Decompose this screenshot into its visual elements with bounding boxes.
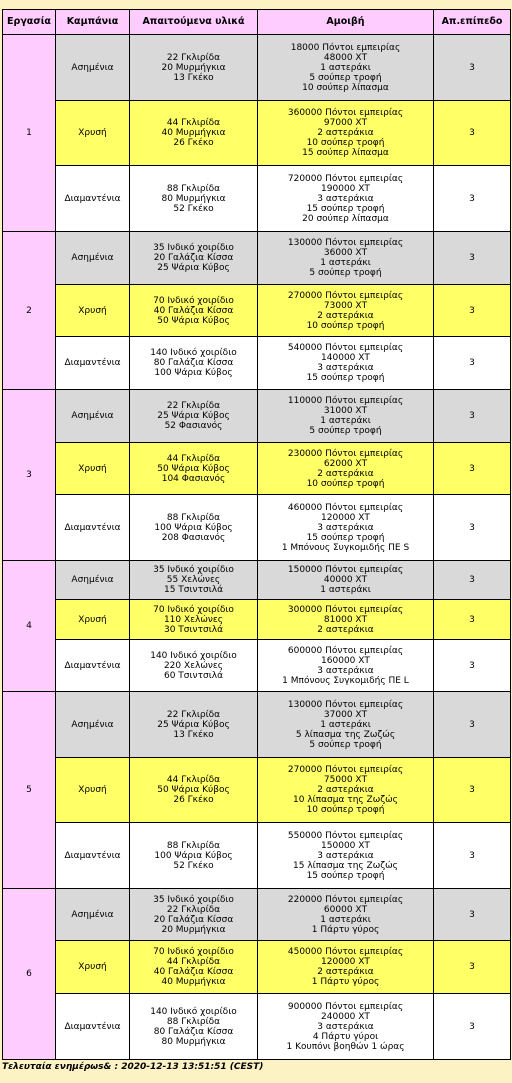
reward-line: 2 αστεράκια (317, 310, 374, 321)
reward-line: 1 Μπόνους Συγκομιδής ΠΕ S (281, 542, 410, 553)
campaign-cell: Ασημένια (56, 232, 130, 285)
material-line: 44 Γκλιρίδα (166, 957, 221, 967)
material-line: 80 Γαλάζια Κίσσα (153, 1026, 234, 1037)
material-line: 44 Γκλιρίδα (166, 775, 221, 785)
material-line: 52 Γκέκο (173, 203, 214, 214)
reward-line: 130000 Πόντοι εμπειρίας (287, 238, 404, 248)
material-line: 70 Ινδικό χοιρίδιο (153, 604, 234, 615)
material-line: 80 Μυρμήγκια (161, 1036, 226, 1047)
material-line: 22 Γκλιρίδα (166, 904, 221, 915)
materials-cell (130, 889, 258, 941)
materials-cell (130, 600, 258, 640)
header-campaign: Καμπάνια (56, 10, 130, 35)
required-level-cell: 3 (434, 561, 511, 600)
material-line: 80 Μυρμήγκια (161, 193, 226, 204)
material-line: 25 Ψάρια Κύβος (157, 263, 230, 273)
material-line: 15 Τσιντσιλά (163, 585, 223, 595)
material-line: 35 Ινδικό χοιρίδιο (153, 243, 234, 253)
required-level-cell: 3 (434, 390, 511, 443)
reward-line: 550000 Πόντοι εμπειρίας (287, 830, 404, 841)
reward-line: 31000 ΧΤ (323, 406, 368, 416)
material-line: 60 Τσιντσιλά (163, 670, 223, 681)
material-line: 22 Γκλιρίδα (166, 52, 221, 63)
campaign-cell: Διαμαντένια (56, 994, 130, 1060)
reward-line: 120000 ΧΤ (321, 512, 370, 523)
table-header-row (3, 10, 511, 35)
table-row (3, 101, 511, 166)
task-number-cell: 1 (3, 35, 56, 232)
material-line: 40 Γαλάζια Κίσσα (153, 305, 234, 316)
task-number-cell: 5 (3, 692, 56, 889)
required-level-cell: 3 (434, 994, 511, 1060)
table-row (3, 692, 511, 758)
material-line: 88 Γκλιρίδα (166, 1016, 221, 1027)
material-line: 50 Ψάρια Κύβος (157, 463, 230, 474)
required-level-cell: 3 (434, 166, 511, 232)
reward-line: 2 αστεράκια (317, 624, 374, 635)
table-row (3, 443, 511, 495)
reward-line: 5 λίπασμα της Ζωζώς (295, 729, 396, 740)
reward-line: 10 σούπερ τροφή (306, 138, 385, 148)
reward-line: 2 αστεράκια (317, 967, 374, 977)
material-line: 20 Μυρμήγκια (161, 924, 226, 935)
header-materials: Απαιτούμενα υλικά (130, 10, 258, 35)
material-line: 26 Γκέκο (173, 138, 214, 148)
reward-line: 60000 ΧΤ (323, 904, 368, 915)
reward-line: 900000 Πόντοι εμπειρίας (287, 1001, 404, 1012)
reward-line: 15 σούπερ τροφή (306, 203, 385, 214)
material-line: 13 Γκέκο (173, 729, 214, 740)
tasks-table-wrapper (2, 9, 510, 1060)
task-number-cell: 4 (3, 561, 56, 692)
material-line: 44 Γκλιρίδα (166, 118, 221, 128)
reward-line: 15 σούπερ τροφή (306, 870, 385, 881)
reward-line: 300000 Πόντοι εμπειρίας (287, 604, 404, 615)
task-number-cell: 6 (3, 889, 56, 1060)
table-row (3, 600, 511, 640)
material-line: 20 Γαλάζια Κίσσα (153, 253, 234, 263)
campaign-cell: Ασημένια (56, 390, 130, 443)
campaign-cell: Χρυσή (56, 941, 130, 994)
material-line: 104 Φασιανός (161, 473, 226, 484)
material-line: 110 Χελώνες (163, 614, 224, 625)
tasks-table (2, 9, 511, 1060)
reward-line: 5 σούπερ τροφή (309, 268, 382, 278)
reward-line: 1 Κουπόνι βοηθών 1 ώρας (286, 1041, 405, 1052)
reward-line: 1 αστεράκι (320, 416, 371, 426)
materials-cell (130, 758, 258, 823)
material-line: 35 Ινδικό χοιρίδιο (153, 894, 234, 905)
material-line: 25 Ψάρια Κύβος (157, 411, 230, 421)
table-row (3, 994, 511, 1060)
table-body (3, 35, 511, 1060)
reward-line: 1 αστεράκι (320, 258, 371, 268)
materials-cell (130, 994, 258, 1060)
table-row (3, 758, 511, 823)
material-line: 100 Ψάρια Κύβος (154, 368, 233, 378)
materials-cell (130, 101, 258, 166)
materials-cell (130, 495, 258, 561)
reward-line: 75000 ΧΤ (323, 775, 368, 785)
reward-line: 120000 ΧΤ (321, 957, 370, 967)
material-line: 55 Χελώνες (166, 575, 221, 585)
campaign-cell: Ασημένια (56, 692, 130, 758)
material-line: 52 Γκέκο (173, 860, 214, 871)
material-line: 30 Τσιντσιλά (163, 624, 223, 635)
reward-line: 40000 ΧΤ (323, 575, 368, 585)
material-line: 50 Ψάρια Κύβος (157, 315, 230, 326)
header-reward: Αμοιβή (258, 10, 434, 35)
required-level-cell: 3 (434, 941, 511, 994)
reward-cell (258, 889, 434, 941)
campaign-cell: Διαμαντένια (56, 495, 130, 561)
required-level-cell: 3 (434, 285, 511, 337)
campaign-cell: Χρυσή (56, 600, 130, 640)
reward-cell (258, 994, 434, 1060)
material-line: 25 Ψάρια Κύβος (157, 719, 230, 730)
reward-line: 3 αστεράκια (317, 193, 374, 204)
reward-line: 540000 Πόντοι εμπειρίας (287, 343, 404, 353)
reward-line: 2 αστεράκια (317, 128, 374, 138)
material-line: 220 Χελώνες (163, 660, 224, 671)
reward-line: 1 αστεράκι (320, 62, 371, 73)
material-line: 70 Ινδικό χοιρίδιο (153, 295, 234, 306)
reward-cell (258, 443, 434, 495)
campaign-cell: Χρυσή (56, 758, 130, 823)
material-line: 100 Ψάρια Κύβος (154, 522, 233, 533)
reward-line: 140000 ΧΤ (321, 353, 370, 363)
material-line: 140 Ινδικό χοιρίδιο (150, 1006, 237, 1017)
reward-line: 10 σούπερ λίπασμα (302, 82, 389, 93)
reward-line: 1 αστεράκι (320, 914, 371, 925)
reward-line: 2 αστεράκια (317, 468, 374, 479)
required-level-cell: 3 (434, 823, 511, 889)
reward-line: 36000 ΧΤ (323, 248, 368, 258)
reward-cell (258, 758, 434, 823)
required-level-cell: 3 (434, 443, 511, 495)
material-line: 35 Ινδικό χοιρίδιο (153, 565, 234, 575)
material-line: 50 Ψάρια Κύβος (157, 785, 230, 795)
last-update-footer: Τελευταία ενημέρωs& : 2020-12-13 13:51:51 (CEST) (2, 1062, 264, 1072)
table-row (3, 495, 511, 561)
material-line: 13 Γκέκο (173, 72, 214, 83)
materials-cell (130, 561, 258, 600)
campaign-cell: Ασημένια (56, 35, 130, 101)
reward-line: 15 σούπερ λίπασμα (302, 148, 389, 158)
reward-line: 4 Πάρτυ γύροι (312, 1031, 379, 1042)
materials-cell (130, 166, 258, 232)
reward-line: 73000 ΧΤ (323, 300, 368, 311)
material-line: 88 Γκλιρίδα (166, 183, 221, 194)
table-row (3, 166, 511, 232)
required-level-cell: 3 (434, 889, 511, 941)
required-level-cell: 3 (434, 758, 511, 823)
reward-line: 1 αστεράκι (320, 719, 371, 730)
reward-line: 3 αστεράκια (317, 522, 374, 533)
required-level-cell: 3 (434, 640, 511, 692)
reward-cell (258, 285, 434, 337)
reward-line: 3 αστεράκια (317, 850, 374, 861)
reward-cell (258, 35, 434, 101)
reward-line: 720000 Πόντοι εμπειρίας (287, 173, 404, 184)
reward-line: 1 Πάρτυ γύρος (311, 924, 380, 935)
material-line: 100 Ψάρια Κύβος (154, 850, 233, 861)
reward-cell (258, 561, 434, 600)
reward-line: 18000 Πόντοι εμπειρίας (290, 42, 401, 53)
reward-line: 10 σούπερ τροφή (306, 320, 385, 331)
reward-line: 10 σούπερ τροφή (306, 478, 385, 489)
material-line: 88 Γκλιρίδα (166, 840, 221, 851)
material-line: 40 Μυρμήγκια (161, 128, 226, 138)
material-line: 40 Γαλάζια Κίσσα (153, 967, 234, 977)
material-line: 26 Γκέκο (173, 795, 214, 805)
campaign-cell: Χρυσή (56, 101, 130, 166)
reward-line: 2 αστεράκια (317, 785, 374, 795)
reward-cell (258, 337, 434, 390)
reward-cell (258, 390, 434, 443)
reward-line: 190000 ΧΤ (321, 183, 370, 194)
required-level-cell: 3 (434, 35, 511, 101)
table-row (3, 285, 511, 337)
materials-cell (130, 443, 258, 495)
material-line: 44 Γκλιρίδα (166, 453, 221, 464)
reward-cell (258, 232, 434, 285)
reward-line: 15 σούπερ τροφή (306, 373, 385, 383)
materials-cell (130, 640, 258, 692)
reward-cell (258, 101, 434, 166)
material-line: 20 Μυρμήγκια (161, 62, 226, 73)
reward-line: 5 σούπερ τροφή (309, 72, 382, 83)
reward-cell (258, 640, 434, 692)
task-number-cell: 2 (3, 232, 56, 390)
material-line: 20 Γαλάζια Κίσσα (153, 914, 234, 925)
reward-line: 5 σούπερ τροφή (309, 426, 382, 436)
required-level-cell: 3 (434, 232, 511, 285)
table-row (3, 640, 511, 692)
required-level-cell: 3 (434, 692, 511, 758)
reward-cell (258, 823, 434, 889)
materials-cell (130, 692, 258, 758)
materials-cell (130, 337, 258, 390)
material-line: 22 Γκλιρίδα (166, 709, 221, 720)
reward-line: 110000 Πόντοι εμπειρίας (287, 396, 404, 406)
materials-cell (130, 35, 258, 101)
reward-line: 160000 ΧΤ (321, 655, 370, 666)
campaign-cell: Χρυσή (56, 285, 130, 337)
campaign-cell: Διαμαντένια (56, 166, 130, 232)
materials-cell (130, 390, 258, 443)
header-level: Απ.επίπεδο (434, 10, 511, 35)
reward-line: 10 σούπερ τροφή (306, 805, 385, 815)
reward-line: 220000 Πόντοι εμπειρίας (287, 894, 404, 905)
reward-cell (258, 600, 434, 640)
campaign-cell: Διαμαντένια (56, 640, 130, 692)
materials-cell (130, 823, 258, 889)
table-row (3, 232, 511, 285)
campaign-cell: Ασημένια (56, 889, 130, 941)
reward-line: 230000 Πόντοι εμπειρίας (287, 448, 404, 459)
reward-line: 62000 ΧΤ (323, 458, 368, 469)
table-row (3, 941, 511, 994)
reward-line: 37000 ΧΤ (323, 709, 368, 720)
materials-cell (130, 285, 258, 337)
material-line: 140 Ινδικό χοιρίδιο (150, 650, 237, 661)
reward-cell (258, 495, 434, 561)
reward-cell (258, 166, 434, 232)
reward-line: 97000 ΧΤ (323, 118, 368, 128)
task-number-cell: 3 (3, 390, 56, 561)
required-level-cell: 3 (434, 101, 511, 166)
reward-line: 3 αστεράκια (317, 665, 374, 676)
reward-line: 48000 ΧΤ (323, 52, 368, 63)
reward-line: 270000 Πόντοι εμπειρίας (287, 765, 404, 775)
reward-line: 240000 ΧΤ (321, 1011, 370, 1022)
required-level-cell: 3 (434, 495, 511, 561)
table-row (3, 823, 511, 889)
material-line: 70 Ινδικό χοιρίδιο (153, 947, 234, 957)
table-row (3, 337, 511, 390)
required-level-cell: 3 (434, 337, 511, 390)
reward-line: 3 αστεράκια (317, 363, 374, 373)
reward-line: 130000 Πόντοι εμπειρίας (287, 699, 404, 710)
campaign-cell: Ασημένια (56, 561, 130, 600)
campaign-cell: Διαμαντένια (56, 337, 130, 390)
campaign-cell: Διαμαντένια (56, 823, 130, 889)
reward-line: 150000 ΧΤ (321, 840, 370, 851)
material-line: 22 Γκλιρίδα (166, 401, 221, 411)
reward-line: 450000 Πόντοι εμπειρίας (287, 947, 404, 957)
materials-cell (130, 941, 258, 994)
reward-line: 460000 Πόντοι εμπειρίας (287, 502, 404, 513)
reward-line: 150000 Πόντοι εμπειρίας (287, 565, 404, 575)
reward-line: 360000 Πόντοι εμπειρίας (287, 108, 404, 118)
reward-line: 81000 ΧΤ (323, 614, 368, 625)
reward-line: 20 σούπερ λίπασμα (302, 213, 389, 224)
reward-line: 10 λίπασμα της Ζωζώς (293, 795, 398, 805)
header-task: Εργασία (3, 10, 56, 35)
material-line: 80 Γαλάζια Κίσσα (153, 358, 234, 368)
campaign-cell: Χρυσή (56, 443, 130, 495)
table-row (3, 390, 511, 443)
material-line: 40 Μυρμήγκια (161, 977, 226, 987)
reward-line: 270000 Πόντοι εμπειρίας (287, 290, 404, 301)
table-row (3, 35, 511, 101)
reward-line: 15 σούπερ τροφή (306, 532, 385, 543)
material-line: 140 Ινδικό χοιρίδιο (150, 348, 237, 358)
material-line: 52 Φασιανός (164, 421, 223, 431)
reward-line: 15 λίπασμα της Ζωζώς (293, 860, 398, 871)
reward-cell (258, 692, 434, 758)
reward-line: 1 Μπόνους Συγκομιδής ΠΕ L (282, 675, 409, 686)
reward-line: 3 αστεράκια (317, 1021, 374, 1032)
reward-line: 1 Πάρτυ γύρος (311, 977, 380, 987)
required-level-cell: 3 (434, 600, 511, 640)
reward-line: 600000 Πόντοι εμπειρίας (287, 645, 404, 656)
materials-cell (130, 232, 258, 285)
table-row (3, 561, 511, 600)
table-row (3, 889, 511, 941)
material-line: 208 Φασιανός (161, 532, 226, 543)
reward-line: 1 αστεράκι (320, 585, 371, 595)
material-line: 88 Γκλιρίδα (166, 512, 221, 523)
reward-cell (258, 941, 434, 994)
reward-line: 5 σούπερ τροφή (309, 739, 382, 750)
